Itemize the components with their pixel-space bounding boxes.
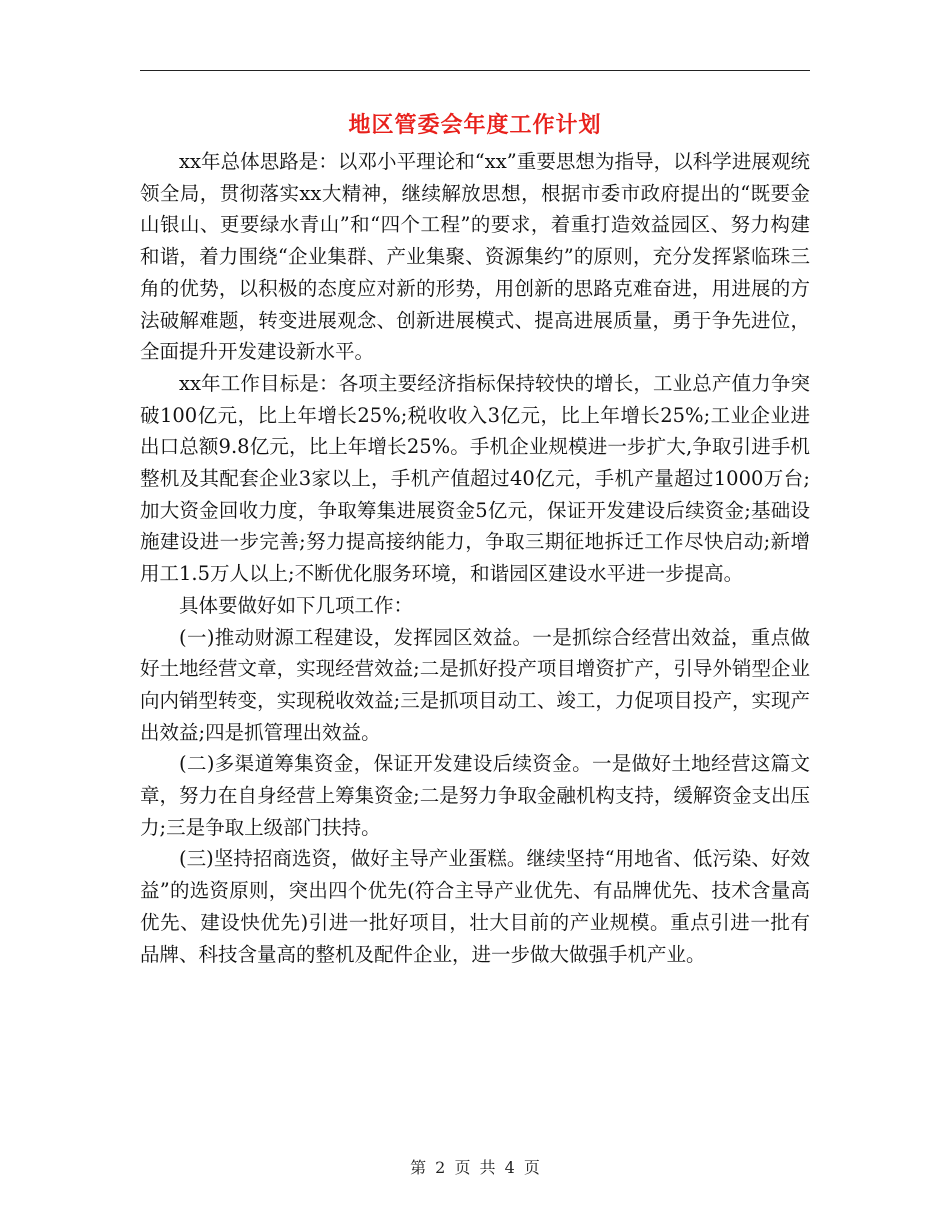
paragraph-work-goals: xx年工作目标是：各项主要经济指标保持较快的增长，工业总产值力争突破100亿元，比上年增长25%;税收收入3亿元，比上年增长25%;工业企业进出口总额9.8亿元，比上年增长25%。手机企业规模进一步扩大,争取引进手机整机及其配套企业3家以上，手机产值超过40亿元，手机产量超过1000万台;加大资金回收力度，争取筹集进展资金5亿元，保证开发建设后续资金;基础设施建设进一步完善;努力提高接纳能力，争取三期征地拆迁工作尽快启动;新增用工1.5万人以上;不断优化服务环境，和谐园区建设水平进一步提高。 [140, 371, 810, 586]
document-body [140, 146, 810, 970]
paragraph-task-1: (一)推动财源工程建设，发挥园区效益。一是抓综合经营出效益，重点做好土地经营文章，实现经营效益;二是抓好投产项目增资扩产，引导外销型企业向内销型转变，实现税收效益;三是抓项目动工、竣工，力促项目投产，实现产出效益;四是抓管理出效益。 [140, 625, 810, 744]
header-rule [140, 70, 810, 71]
paragraph-task-3: (三)坚持招商选资，做好主导产业蛋糕。继续坚持“用地省、低污染、好效益”的选资原则，突出四个优先(符合主导产业优先、有品牌优先、技术含量高优先、建设快优先)引进一批好项目，壮大目前的产业规模。重点引进一批有品牌、科技含量高的整机及配件企业，进一步做大做强手机产业。 [140, 847, 810, 966]
paragraph-task-2: (二)多渠道筹集资金，保证开发建设后续资金。一是做好土地经营这篇文章，努力在自身经营上筹集资金;二是努力争取金融机构支持，缓解资金支出压力;三是争取上级部门扶持。 [140, 752, 810, 839]
document-title: 地区管委会年度工作计划 [348, 112, 602, 138]
paragraph-tasks-intro: 具体要做好如下几项工作： [179, 593, 414, 617]
paragraph-overall-approach: xx年总体思路是：以邓小平理论和“xx”重要思想为指导，以科学进展观统领全局，贯彻落实xx大精神，继续解放思想，根据市委市政府提出的“既要金山银山、更要绿水青山”和“四个工程”的要求，着重打造效益园区、努力构建和谐，着力围绕“企业集群、产业集聚、资源集约”的原则，充分发挥紧临珠三角的优势，以积极的态度应对新的形势，用创新的思路克难奋进，用进展的方法破解难题，转变进展观念、创新进展模式、提高进展质量，勇于争先进位，全面提升开发建设新水平。 [140, 150, 810, 364]
page-number: 第 2 页 共 4 页 [410, 1158, 540, 1177]
